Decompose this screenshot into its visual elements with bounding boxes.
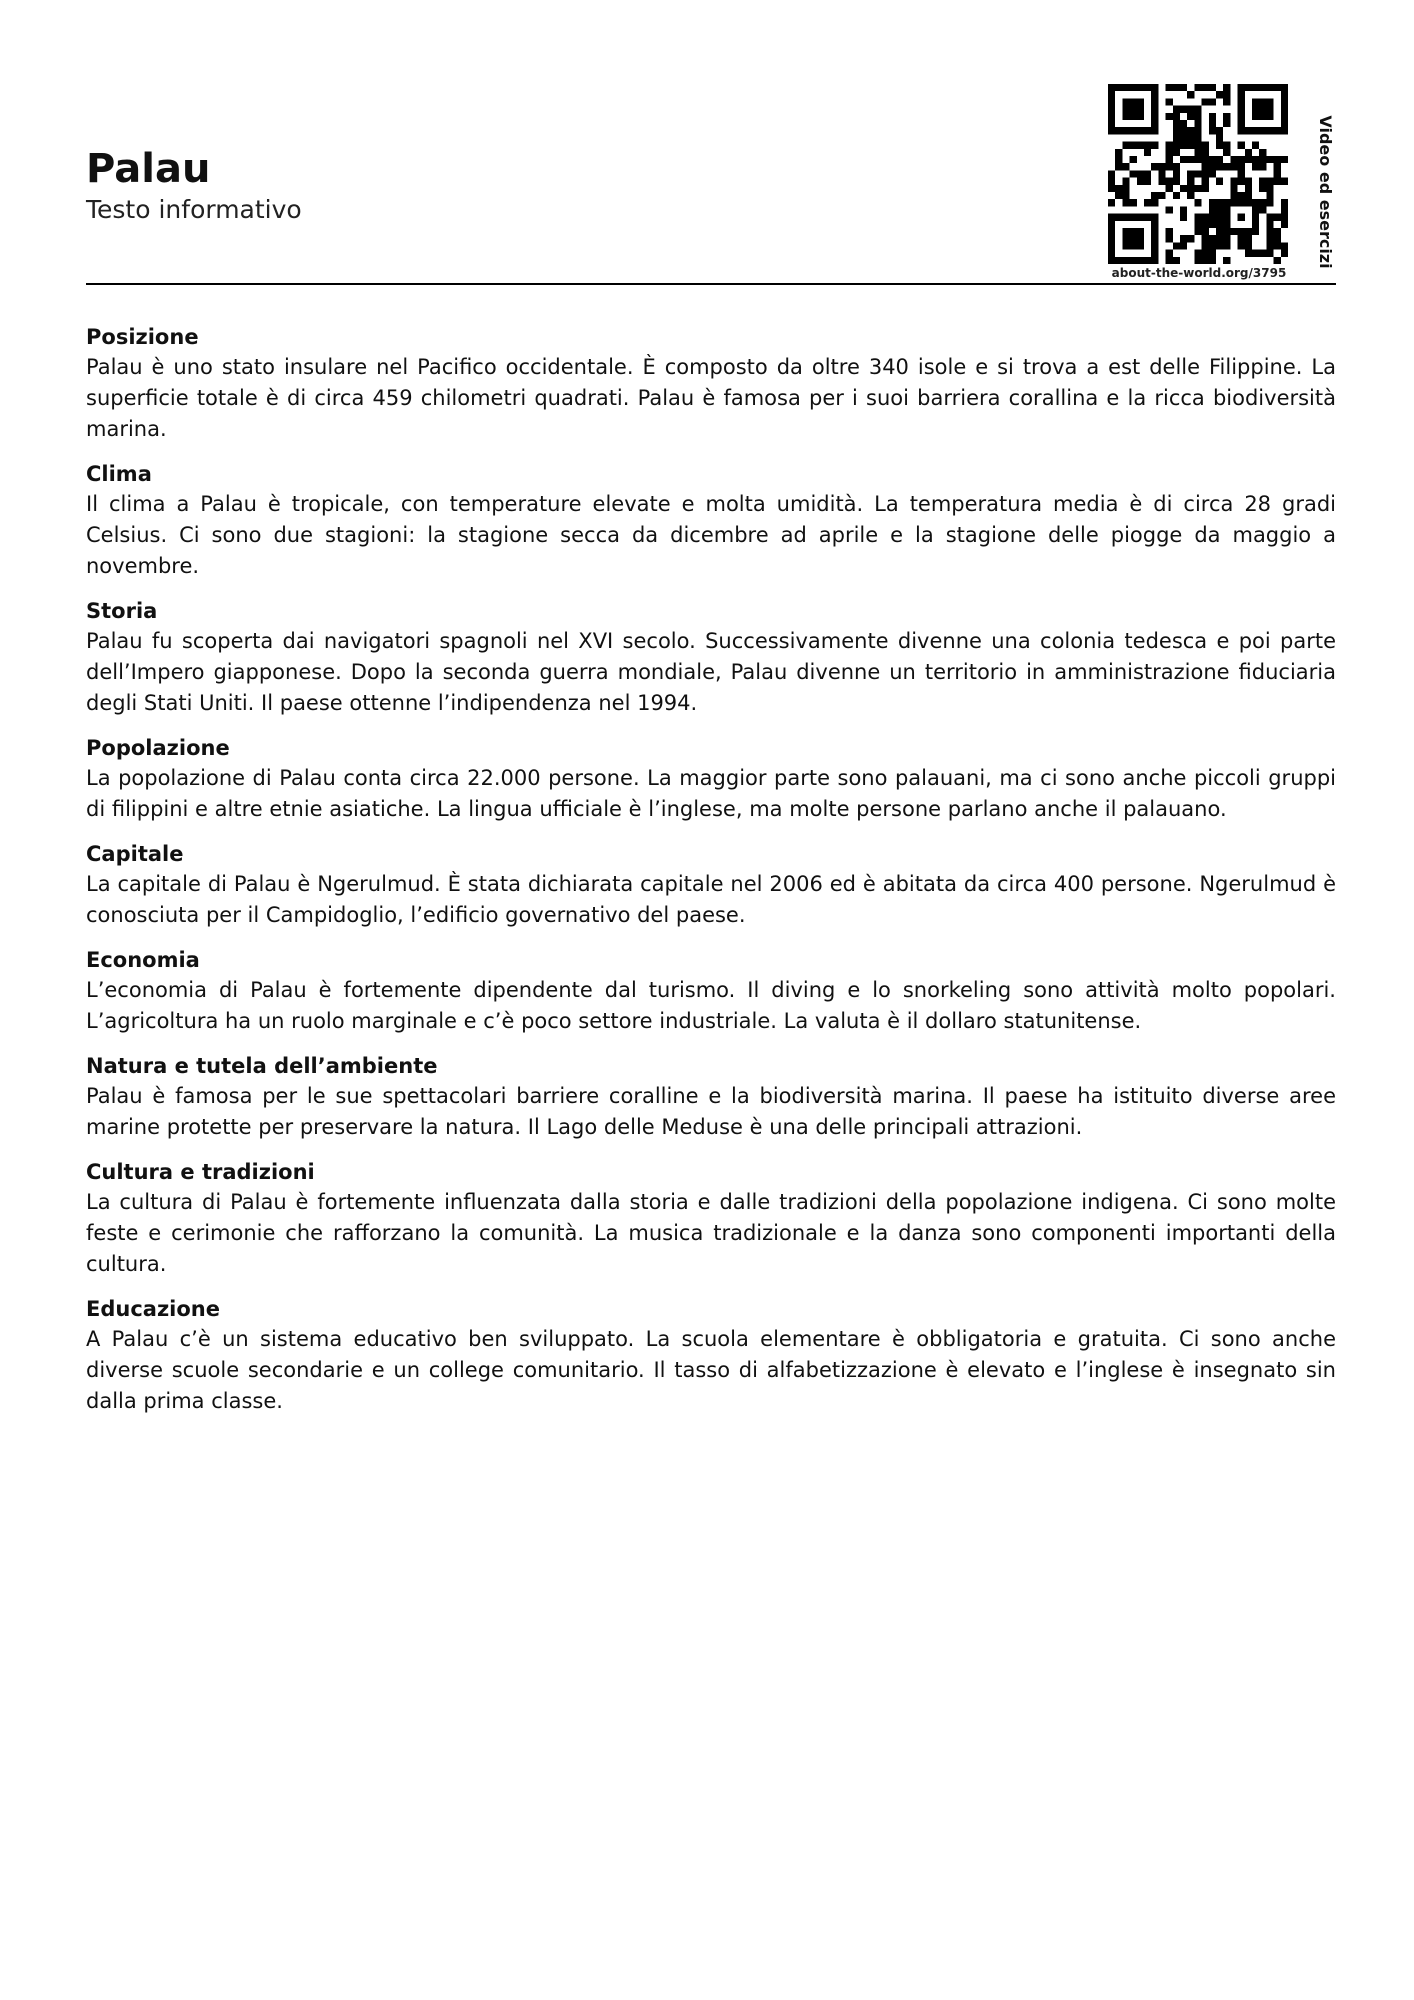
- page-subtitle: Testo informativo: [86, 195, 302, 224]
- qr-url-label[interactable]: about-the-world.org/3795: [1111, 266, 1287, 280]
- header-divider: [86, 283, 1336, 285]
- qr-side-label: Video ed esercizi: [1316, 115, 1335, 269]
- section-cultura: [86, 1157, 1336, 1280]
- section-heading: Capitale: [86, 842, 184, 866]
- qr-block[interactable]: [1108, 84, 1298, 284]
- section-posizione: [86, 322, 1336, 445]
- section-natura: [86, 1051, 1336, 1143]
- section-heading: Popolazione: [86, 736, 230, 760]
- section-text: Palau fu scoperta dai navigatori spagnoli nel XVI secolo. Successivamente divenne una colonia tedesca e poi parte dell’Impero giapponese. Dopo la seconda guerra mondiale, Palau divenne un territorio in amministrazione fiduciaria degli Stati Uniti. Il paese ottenne l’indipendenza nel 1994.: [86, 629, 1336, 715]
- section-text: Palau è famosa per le sue spettacolari barriere coralline e la biodiversità marina. Il paese ha istituito diverse aree marine protette per preservare la natura. Il Lago delle Meduse è una delle principali attrazioni.: [86, 1084, 1336, 1139]
- section-text: A Palau c’è un sistema educativo ben sviluppato. La scuola elementare è obbligatoria e gratuita. Ci sono anche diverse scuole secondarie e un college comunitario. Il tasso di alfabetizzazione è elevato e l’inglese è insegnato sin dalla prima classe.: [86, 1327, 1336, 1413]
- section-heading: Educazione: [86, 1297, 220, 1321]
- section-text: La capitale di Palau è Ngerulmud. È stata dichiarata capitale nel 2006 ed è abitata da circa 400 persone. Ngerulmud è conosciuta per il Campidoglio, l’edificio governativo del paese.: [86, 872, 1336, 927]
- section-heading: Cultura e tradizioni: [86, 1160, 315, 1184]
- section-storia: [86, 596, 1336, 719]
- page-title: Palau: [86, 146, 211, 192]
- section-text: Il clima a Palau è tropicale, con temperature elevate e molta umidità. La temperatura media è di circa 28 gradi Celsius. Ci sono due stagioni: la stagione secca da dicembre ad aprile e la stagione delle piogge da maggio a novembre.: [86, 492, 1336, 578]
- section-clima: [86, 459, 1336, 582]
- section-heading: Storia: [86, 599, 158, 623]
- section-heading: Natura e tutela dell’ambiente: [86, 1054, 438, 1078]
- section-heading: Posizione: [86, 325, 199, 349]
- section-heading: Clima: [86, 462, 152, 486]
- section-economia: [86, 945, 1336, 1037]
- qr-code-icon[interactable]: [1108, 84, 1288, 264]
- section-text: La popolazione di Palau conta circa 22.000 persone. La maggior parte sono palauani, ma ci sono anche piccoli gruppi di filippini e altre etnie asiatiche. La lingua ufficiale è l’inglese, ma molte persone parlano anche il palauano.: [86, 766, 1336, 821]
- section-heading: Economia: [86, 948, 200, 972]
- section-capitale: [86, 839, 1336, 931]
- content: [86, 322, 1336, 1431]
- section-popolazione: [86, 733, 1336, 825]
- section-educazione: [86, 1294, 1336, 1417]
- section-text: Palau è uno stato insulare nel Pacifico occidentale. È composto da oltre 340 isole e si trova a est delle Filippine. La superficie totale è di circa 459 chilometri quadrati. Palau è famosa per i suoi barriera corallina e la ricca biodiversità marina.: [86, 355, 1336, 441]
- section-text: La cultura di Palau è fortemente influenzata dalla storia e dalle tradizioni della popolazione indigena. Ci sono molte feste e cerimonie che rafforzano la comunità. La musica tradizionale e la danza sono componenti importanti della cultura.: [86, 1190, 1336, 1276]
- section-text: L’economia di Palau è fortemente dipendente dal turismo. Il diving e lo snorkeling sono attività molto popolari. L’agricoltura ha un ruolo marginale e c’è poco settore industriale. La valuta è il dollaro statunitense.: [86, 978, 1336, 1033]
